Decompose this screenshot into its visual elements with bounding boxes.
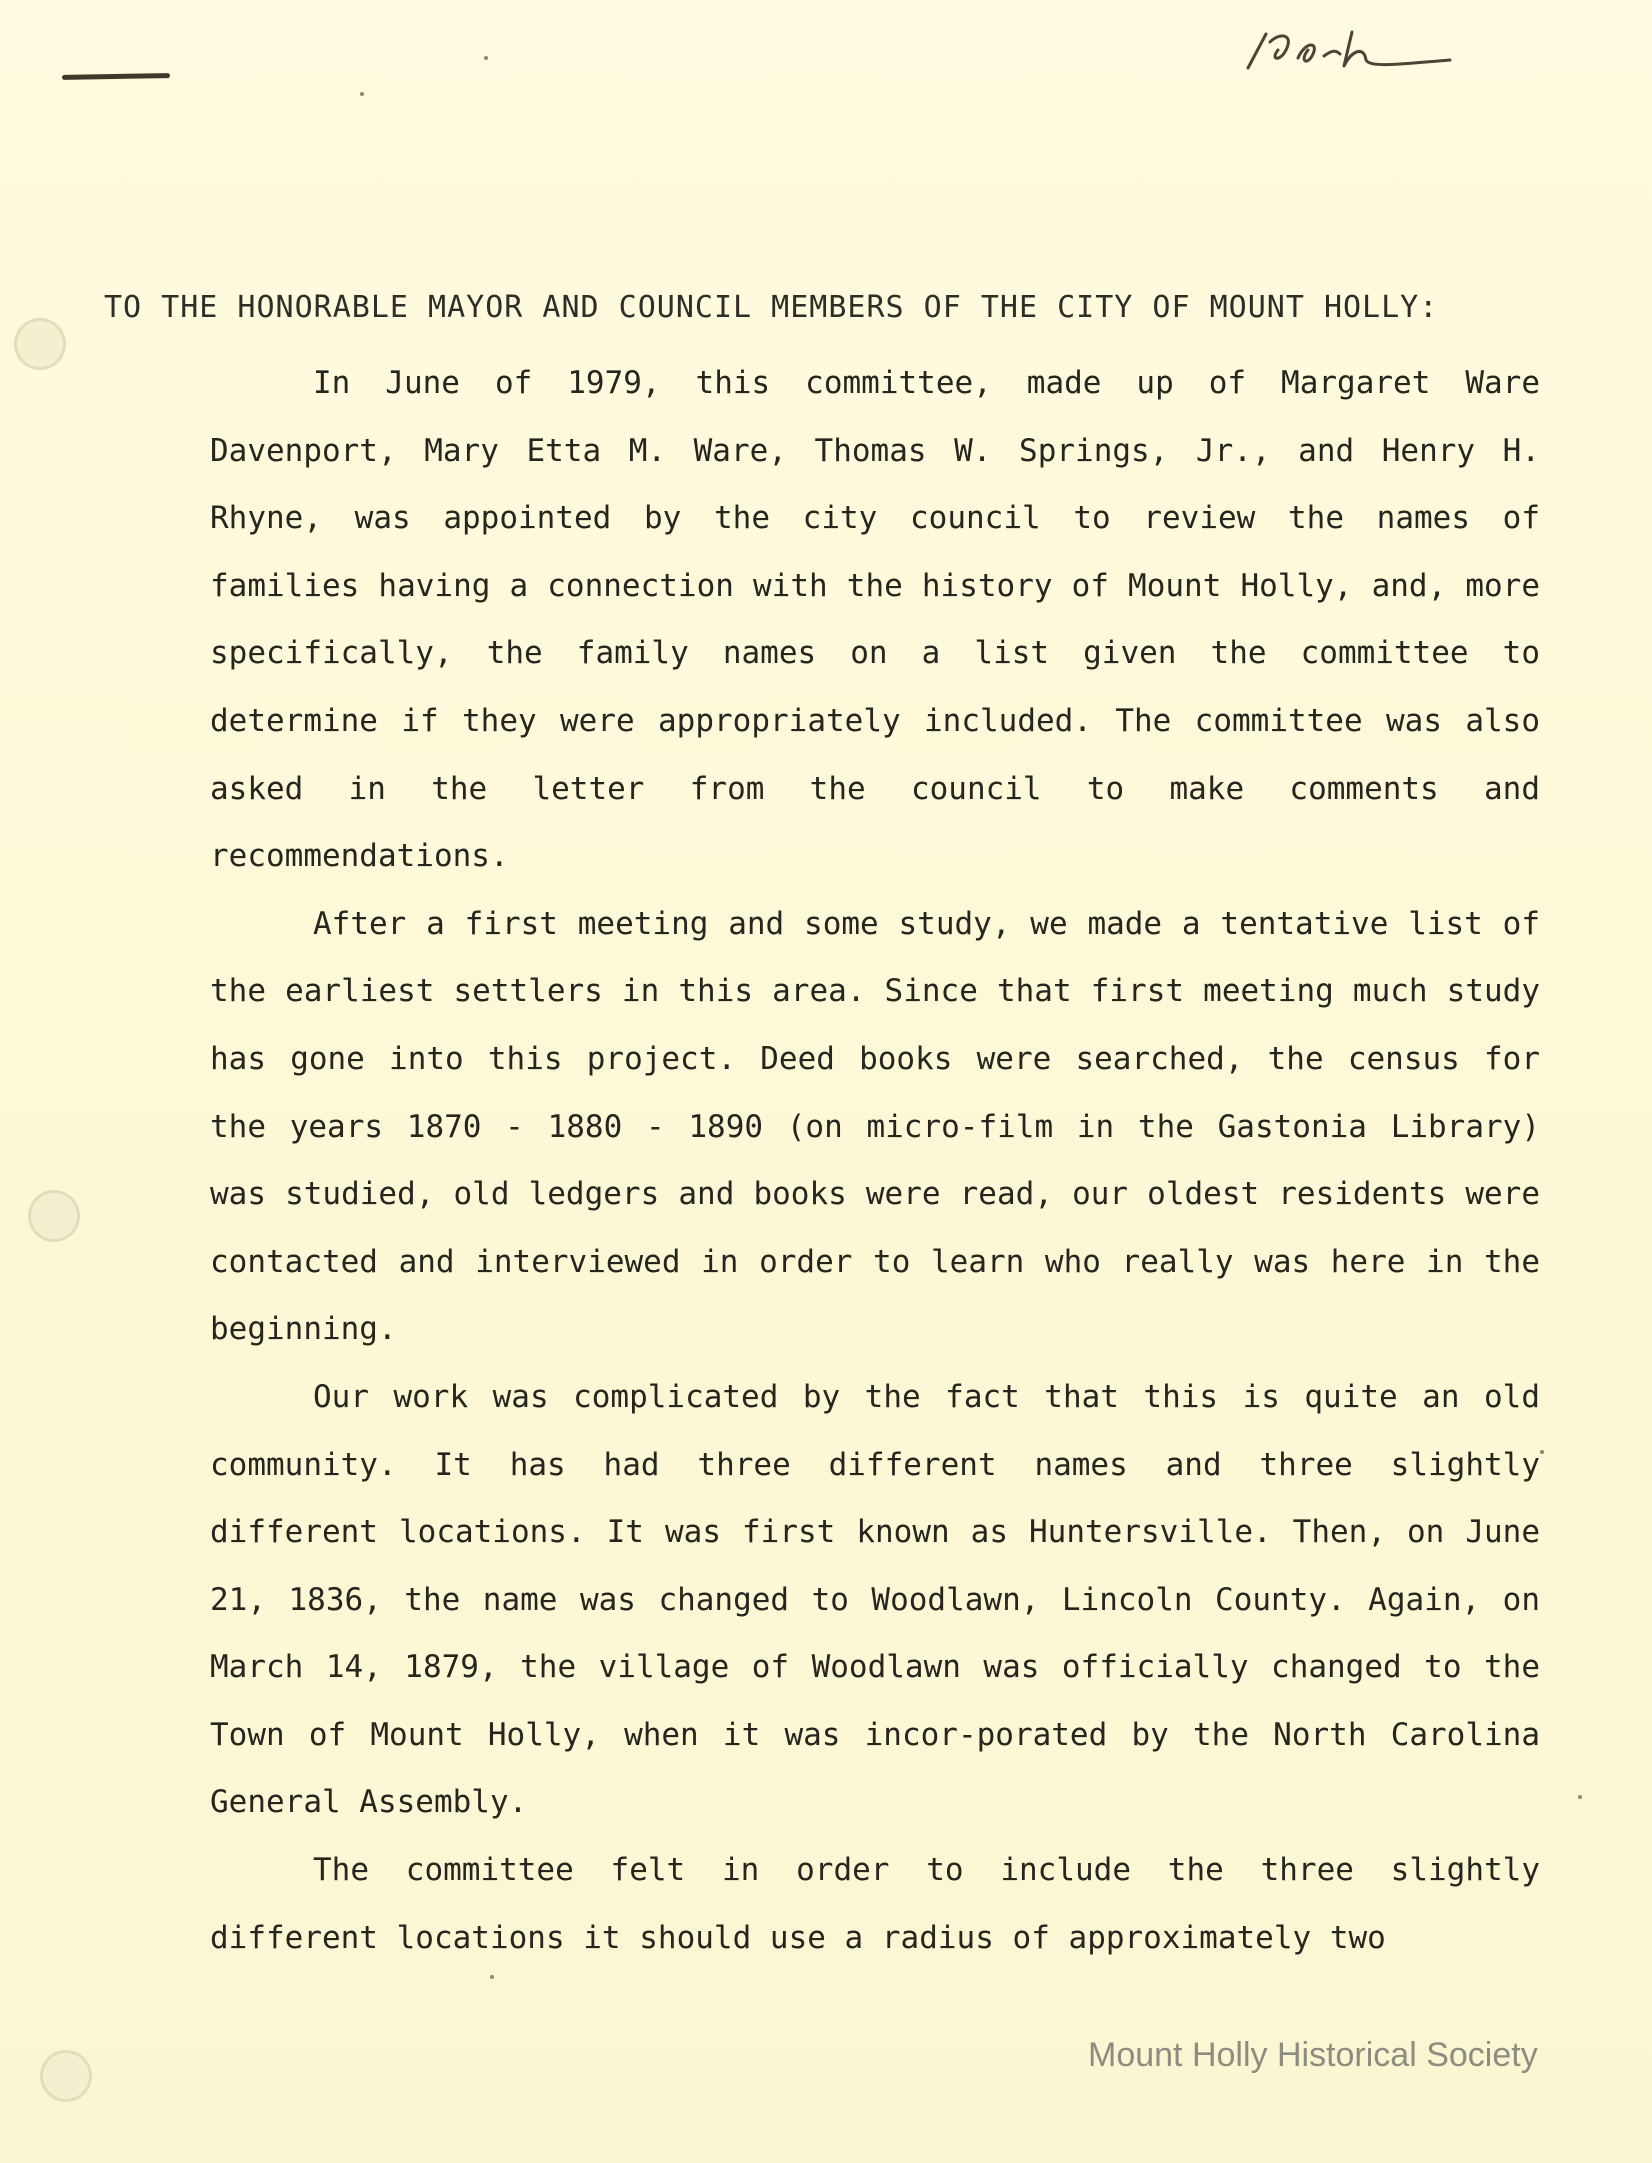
archive-watermark: Mount Holly Historical Society bbox=[1088, 2036, 1538, 2074]
letter-body bbox=[210, 350, 1540, 1972]
ink-speck bbox=[490, 1975, 494, 1979]
pen-stroke-mark bbox=[62, 73, 170, 80]
letter-salutation-heading: TO THE HONORABLE MAYOR AND COUNCIL MEMBERS OF THE CITY OF MOUNT HOLLY: bbox=[104, 290, 1439, 325]
punch-hole-top bbox=[14, 318, 66, 370]
ink-speck bbox=[360, 92, 364, 96]
paragraph-research-process: After a first meeting and some study, we made a tentative list of the earliest settlers in this area. Since that first meeting much study has gone into this project. Deed books were searched, the census for the years 1870 - 1880 - 1890 (on micro-film in the Gastonia Library) was studied, old ledgers and books were read, our oldest residents were contacted and interviewed in order to learn who really was here in the beginning. bbox=[210, 905, 1540, 1348]
ink-speck bbox=[1578, 1795, 1582, 1799]
ink-speck bbox=[1540, 1450, 1544, 1454]
paragraph-committee-appointment: In June of 1979, this committee, made up of Margaret Ware Davenport, Mary Etta M. Ware, Thomas W. Springs, Jr., and Henry H. Rhyne, was appointed by the city council to review the names of families having a connection with the history of Mount Holly, and, more specifically, the family names on a list given the committee to determine if they were appropriately included. The committee was also asked in the letter from the council to make comments and recommendations. bbox=[210, 365, 1540, 875]
paragraph-radius-locations: The committee felt in order to include the three slightly different locations it should use a radius of approximately two bbox=[210, 1852, 1540, 1956]
paragraph-town-names-history: Our work was complicated by the fact that this is quite an old community. It has had three different names and three slightly different locations. It was first known as Huntersville. Then, on June 21, 1836, the name was changed to Woodlawn, Lincoln County. Again, on March 14, 1879, the village of Woodlawn was officially changed to the Town of Mount Holly, when it was incor-porated by the North Carolina General Assembly. bbox=[210, 1378, 1540, 1821]
handwritten-annotation bbox=[1240, 20, 1460, 80]
ink-speck bbox=[484, 56, 488, 60]
punch-hole-bottom bbox=[40, 2050, 92, 2102]
punch-hole-middle bbox=[28, 1190, 80, 1242]
